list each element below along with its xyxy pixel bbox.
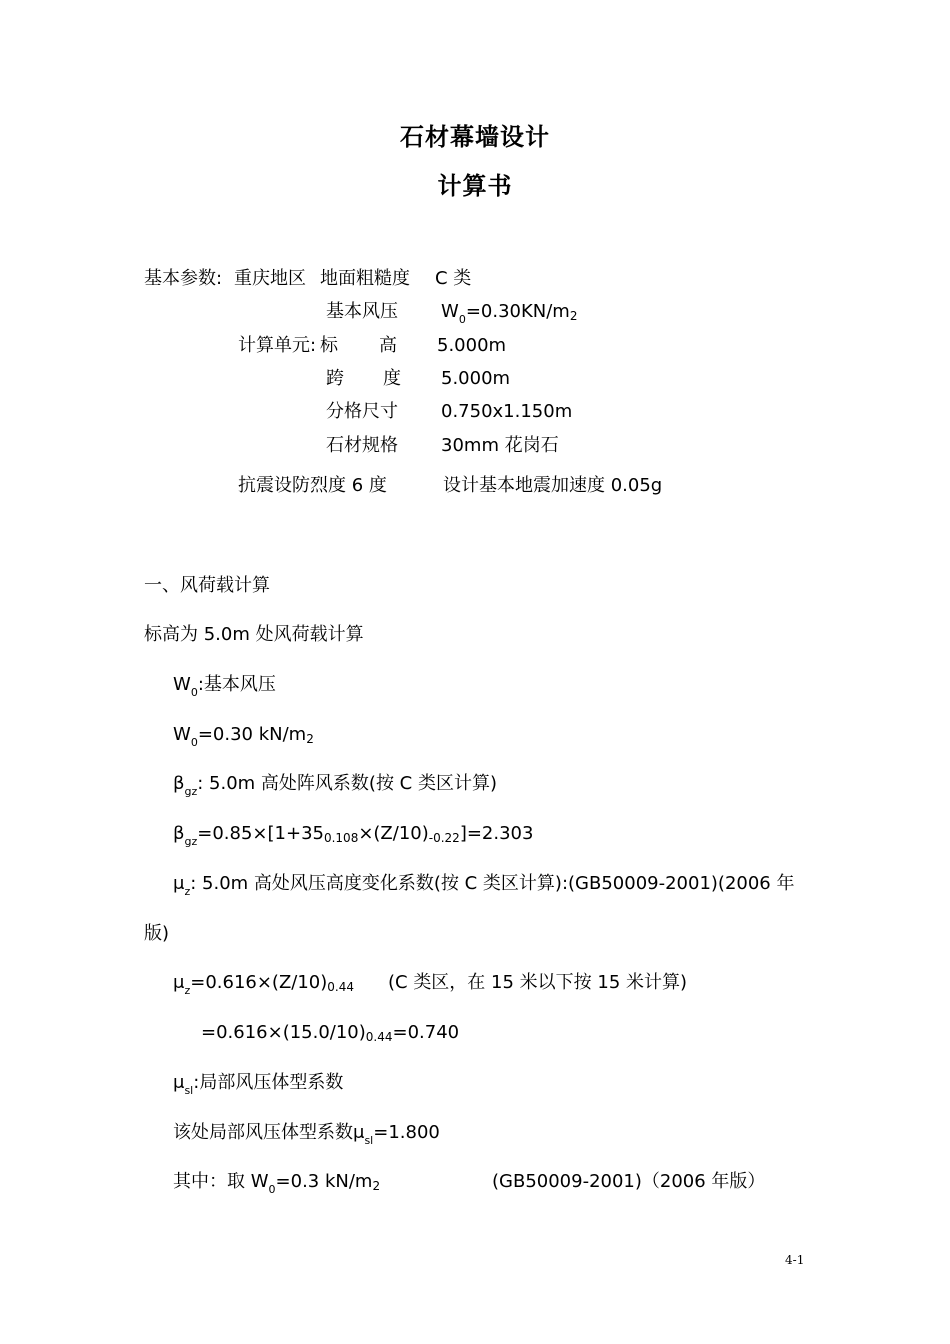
params-span-value: 5.000m [441, 368, 511, 389]
section-heading: 一、风荷载计算 [144, 575, 270, 596]
params-stone-label: 石材规格 [326, 435, 398, 456]
mu-sl-value: 该处局部风压体型系数$\mu_{sl}=1.800$ [173, 1122, 440, 1147]
params-wind-pressure-value: $W_0=0.30KN/m2$ [441, 301, 578, 326]
beta-gz-equation: $\beta_{gz}=0.85\times[1+350.108\times(Z/10)-0.22]=2.303$ [173, 823, 534, 848]
w0-definition: $W_0$:基本风压 [173, 674, 276, 699]
params-grid-value: 0.750x1.150m [441, 401, 573, 422]
params-wind-pressure-label: 基本风压 [326, 301, 398, 322]
mu-sl-definition: $\mu_{sl}$:局部风压体型系数 [173, 1072, 344, 1097]
params-label: 基本参数: [144, 268, 223, 289]
mu-z-equation: $\mu_z=0.616\times(Z/10)0.44$ [173, 972, 354, 997]
beta-gz-definition: $\beta_{gz}$: 5.0m 高处阵风系数(按 C 类区计算) [173, 773, 497, 798]
params-seismic-accel: 设计基本地震加速度 0.05g [443, 475, 663, 496]
section-subheading: 标高为 5.0m 处风荷载计算 [144, 624, 364, 645]
params-span-label-b: 度 [383, 368, 401, 389]
doc-subtitle: 计算书 [437, 172, 513, 200]
params-unit-label: 计算单元: [238, 335, 317, 356]
w0-note-reference: (GB50009-2001)（2006 年版） [492, 1171, 766, 1192]
mu-z-note: (C 类区，在 15 米以下按 15 米计算) [388, 972, 688, 993]
params-roughness-value: C 类 [435, 268, 472, 289]
doc-title: 石材幕墙设计 [400, 123, 550, 151]
params-region: 重庆地区 [234, 268, 306, 289]
params-height-label-b: 高 [379, 335, 397, 356]
params-height-label-a: 标 [320, 335, 338, 356]
params-grid-label: 分格尺寸 [326, 401, 398, 422]
params-stone-value: 30mm 花岗石 [441, 435, 559, 456]
w0-note: 其中：取 $W_0=0.3$ kN/m2 [173, 1171, 381, 1196]
page-number: 4-1 [785, 1253, 805, 1267]
params-seismic-label: 抗震设防烈度 6 度 [238, 475, 387, 496]
mu-z-definition-cont: 版) [144, 923, 170, 944]
params-roughness-label: 地面粗糙度 [320, 268, 410, 289]
mu-z-result: =0.616×(15.0/10)0.44=0.740 [201, 1022, 460, 1044]
mu-z-definition: $\mu_z$: 5.0m 高处风压高度变化系数(按 C 类区计算):(GB50009-2001)(2006 年 [173, 873, 795, 898]
params-height-value: 5.000m [437, 335, 507, 356]
params-span-label-a: 跨 [326, 368, 344, 389]
w0-equation: $W_0=0.30$ kN/m2 [173, 724, 314, 749]
